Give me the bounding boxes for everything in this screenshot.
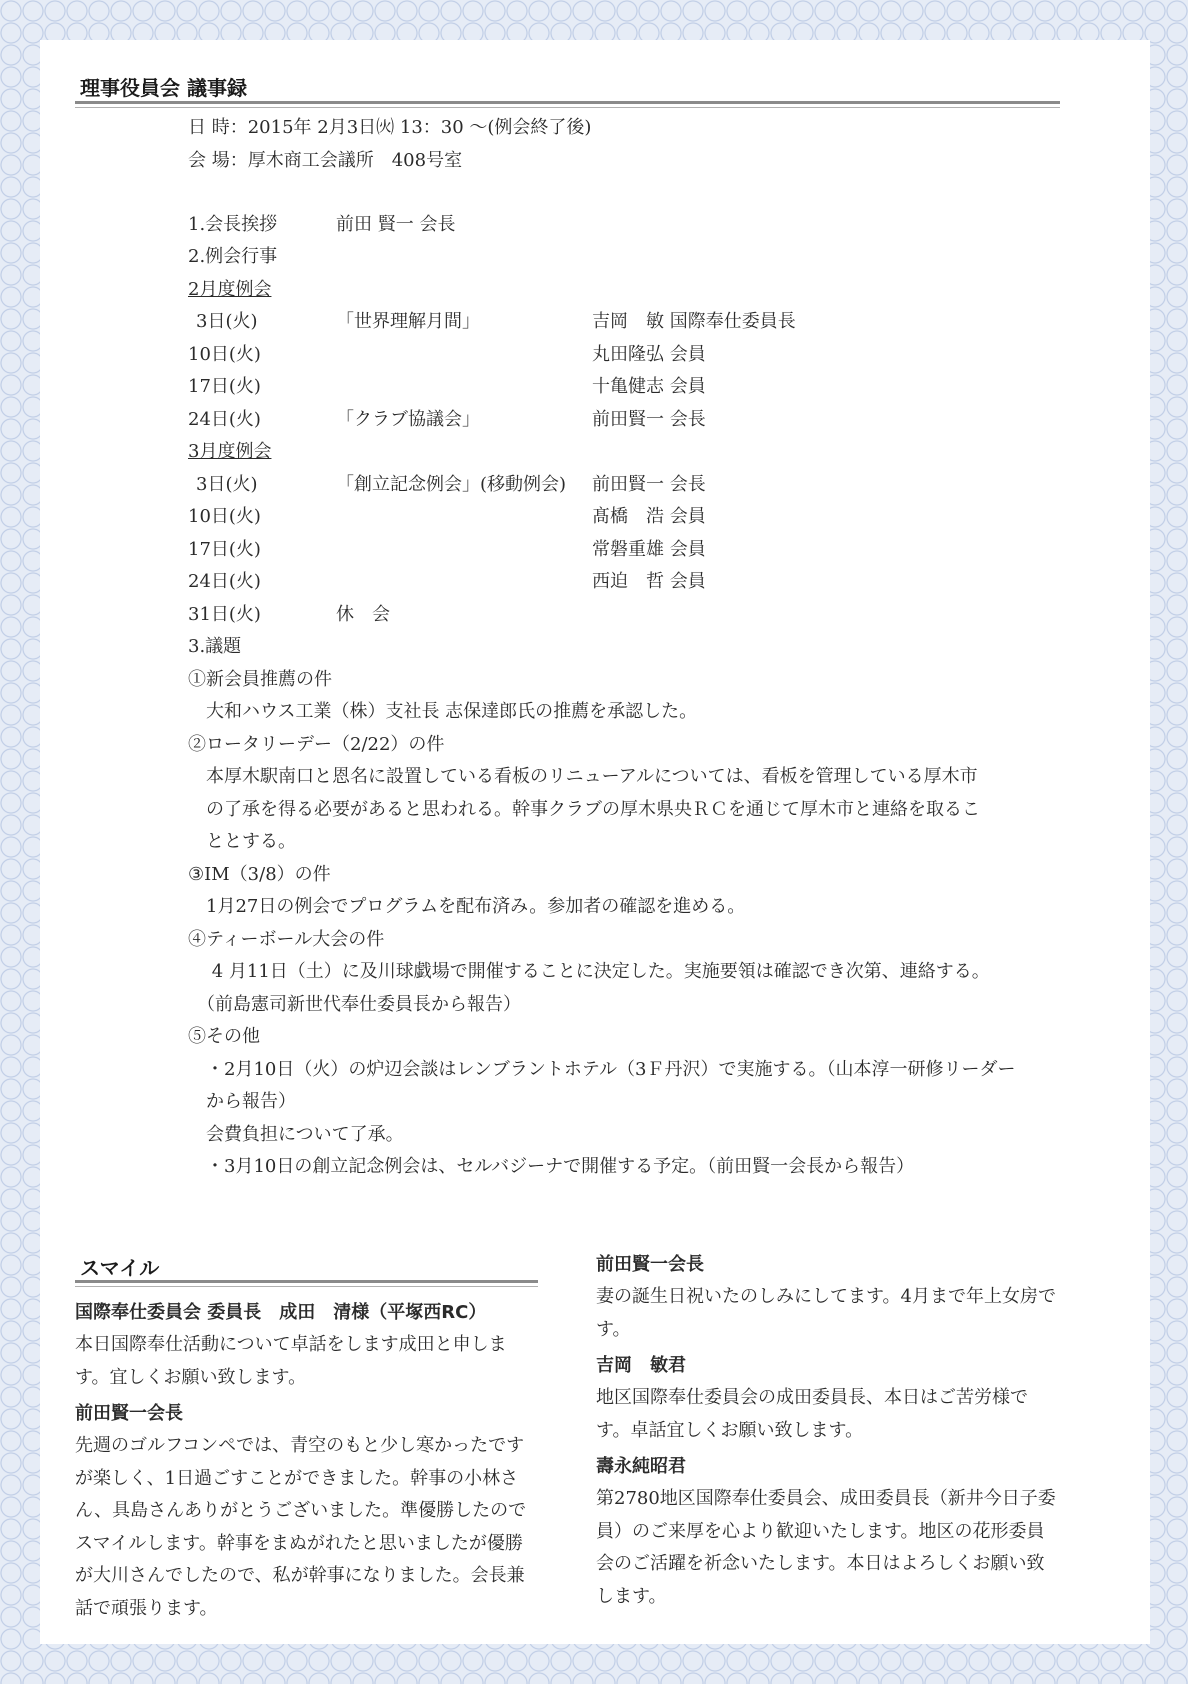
feb-day: 3日(火) bbox=[196, 311, 258, 332]
mar-speaker: 常磐重雄 会員 bbox=[592, 539, 706, 560]
item1-name: 前田 賢一 会長 bbox=[336, 214, 456, 235]
agenda-line: ④ティーボール大会の件 bbox=[188, 929, 385, 950]
item2-label: 2.例会行事 bbox=[188, 246, 278, 267]
feb-speaker: 吉岡 敏 国際奉仕委員長 bbox=[592, 311, 796, 332]
item1-label: 1.会長挨拶 bbox=[188, 214, 278, 235]
smile-entry-name: 前田賢一会長 bbox=[596, 1254, 704, 1275]
meeting-venue: 会 場：厚木商工会議所 408号室 bbox=[188, 150, 463, 171]
mar-day: 31日(火) bbox=[188, 604, 261, 625]
smile-entry-text: 妻の誕生日祝いたのしみにしてます。4月まで年上女房です。 bbox=[596, 1286, 1057, 1340]
agenda-line: ②ロータリーデー（2/22）の件 bbox=[188, 734, 445, 755]
smile-entry-text: 第2780地区国際奉仕委員会、成田委員長（新井今日子委員）のご来厚を心より歓迎いたします。地区の花形委員会のご活躍を祈念いたします。本日はよろしくお願い致します。 bbox=[596, 1488, 1056, 1607]
agenda-line: 4 月11日（土）に及川球戯場で開催することに決定した。実施要領は確認でき次第、連絡する。 bbox=[188, 961, 990, 982]
agenda-line: 会費負担について了承。 bbox=[188, 1124, 404, 1145]
minutes-title: 理事役員会 議事録 bbox=[80, 76, 247, 100]
meeting-date: 日 時：2015年 2月3日㈫ 13：30 〜(例会終了後) bbox=[188, 117, 592, 138]
feb-day: 17日(火) bbox=[188, 376, 261, 397]
mar-speaker: 前田賢一 会長 bbox=[592, 474, 706, 495]
smile-rule-thin bbox=[75, 1286, 538, 1287]
feb-speaker: 前田賢一 会長 bbox=[592, 409, 706, 430]
smile-entry-name: 国際奉仕委員会 委員長 成田 清様（平塚西RC） bbox=[75, 1302, 487, 1323]
item3-label: 3.議題 bbox=[188, 636, 242, 657]
feb-day: 24日(火) bbox=[188, 409, 261, 430]
smile-title: スマイル bbox=[80, 1256, 160, 1280]
agenda-line: ととする。 bbox=[188, 831, 296, 852]
agenda-line: 1月27日の例会でプログラムを配布済み。参加者の確認を進める。 bbox=[188, 896, 746, 917]
mar-day: 10日(火) bbox=[188, 506, 261, 527]
smile-entry-text: 本日国際奉仕活動について卓話をします成田と申します。宜しくお願い致します。 bbox=[75, 1334, 507, 1388]
agenda-line: ③IM（3/8）の件 bbox=[188, 864, 331, 885]
smile-right-column bbox=[596, 1249, 1061, 1613]
smile-entry-text: 地区国際奉仕委員会の成田委員長、本日はご苦労様です。卓話宜しくお願い致します。 bbox=[596, 1387, 1028, 1441]
feb-day: 10日(火) bbox=[188, 344, 261, 365]
mar-speaker: 西迫 哲 会員 bbox=[592, 571, 706, 592]
mar-theme: 休 会 bbox=[336, 604, 390, 625]
agenda-line: （前島憲司新世代奉仕委員長から報告） bbox=[188, 994, 521, 1015]
smile-entry-name: 壽永純昭君 bbox=[596, 1456, 686, 1477]
mar-theme: 「創立記念例会」(移動例会) bbox=[336, 474, 567, 495]
agenda-line: ・3月10日の創立記念例会は、セルバジーナで開催する予定。（前田賢一会長から報告） bbox=[188, 1156, 915, 1177]
agenda-line: から報告） bbox=[188, 1091, 296, 1112]
smile-rule bbox=[75, 1280, 538, 1283]
smile-entry-name: 吉岡 敏君 bbox=[596, 1355, 686, 1376]
feb-speaker: 十亀健志 会員 bbox=[592, 376, 706, 397]
agenda-line: 大和ハウス工業（株）支社長 志保達郎氏の推薦を承認した。 bbox=[188, 701, 698, 722]
feb-theme: 「クラブ協議会」 bbox=[336, 409, 480, 430]
smile-left-column bbox=[75, 1297, 538, 1625]
mar-speaker: 髙橋 浩 会員 bbox=[592, 506, 706, 527]
smile-entry-text: 先週のゴルフコンペでは、青空のもと少し寒かったですが楽しく、1日過ごすことができました。幹事の小林さん、具島さんありがとうございました。準優勝したのでスマイルします。幹事をまぬがれたと思いましたが優勝が大川さんでしたので、私が幹事になりました。会長兼話で頑張ります。 bbox=[75, 1435, 527, 1619]
mar-day: 3日(火) bbox=[196, 474, 258, 495]
agenda-line: ⑤その他 bbox=[188, 1026, 260, 1047]
mar-heading: 3月度例会 bbox=[188, 441, 272, 462]
agenda-line: ①新会員推薦の件 bbox=[188, 669, 332, 690]
feb-speaker: 丸田隆弘 会員 bbox=[592, 344, 706, 365]
feb-heading: 2月度例会 bbox=[188, 279, 272, 300]
mar-day: 24日(火) bbox=[188, 571, 261, 592]
mar-day: 17日(火) bbox=[188, 539, 261, 560]
feb-theme: 「世界理解月間」 bbox=[336, 311, 480, 332]
title-rule bbox=[75, 101, 1060, 104]
smile-entry-name: 前田賢一会長 bbox=[75, 1403, 183, 1424]
agenda-line: ・2月10日（火）の炉辺会談はレンブラントホテル（3Ｆ丹沢）で実施する。（山本淳一研修リーダー bbox=[188, 1059, 1016, 1080]
agenda-line: 本厚木駅南口と恩名に設置している看板のリニューアルについては、看板を管理している厚木市 bbox=[188, 766, 978, 787]
agenda-line: の了承を得る必要があると思われる。幹事クラブの厚木県央ＲＣを通じて厚木市と連絡を取るこ bbox=[188, 799, 980, 820]
title-rule-thin bbox=[75, 107, 1060, 108]
